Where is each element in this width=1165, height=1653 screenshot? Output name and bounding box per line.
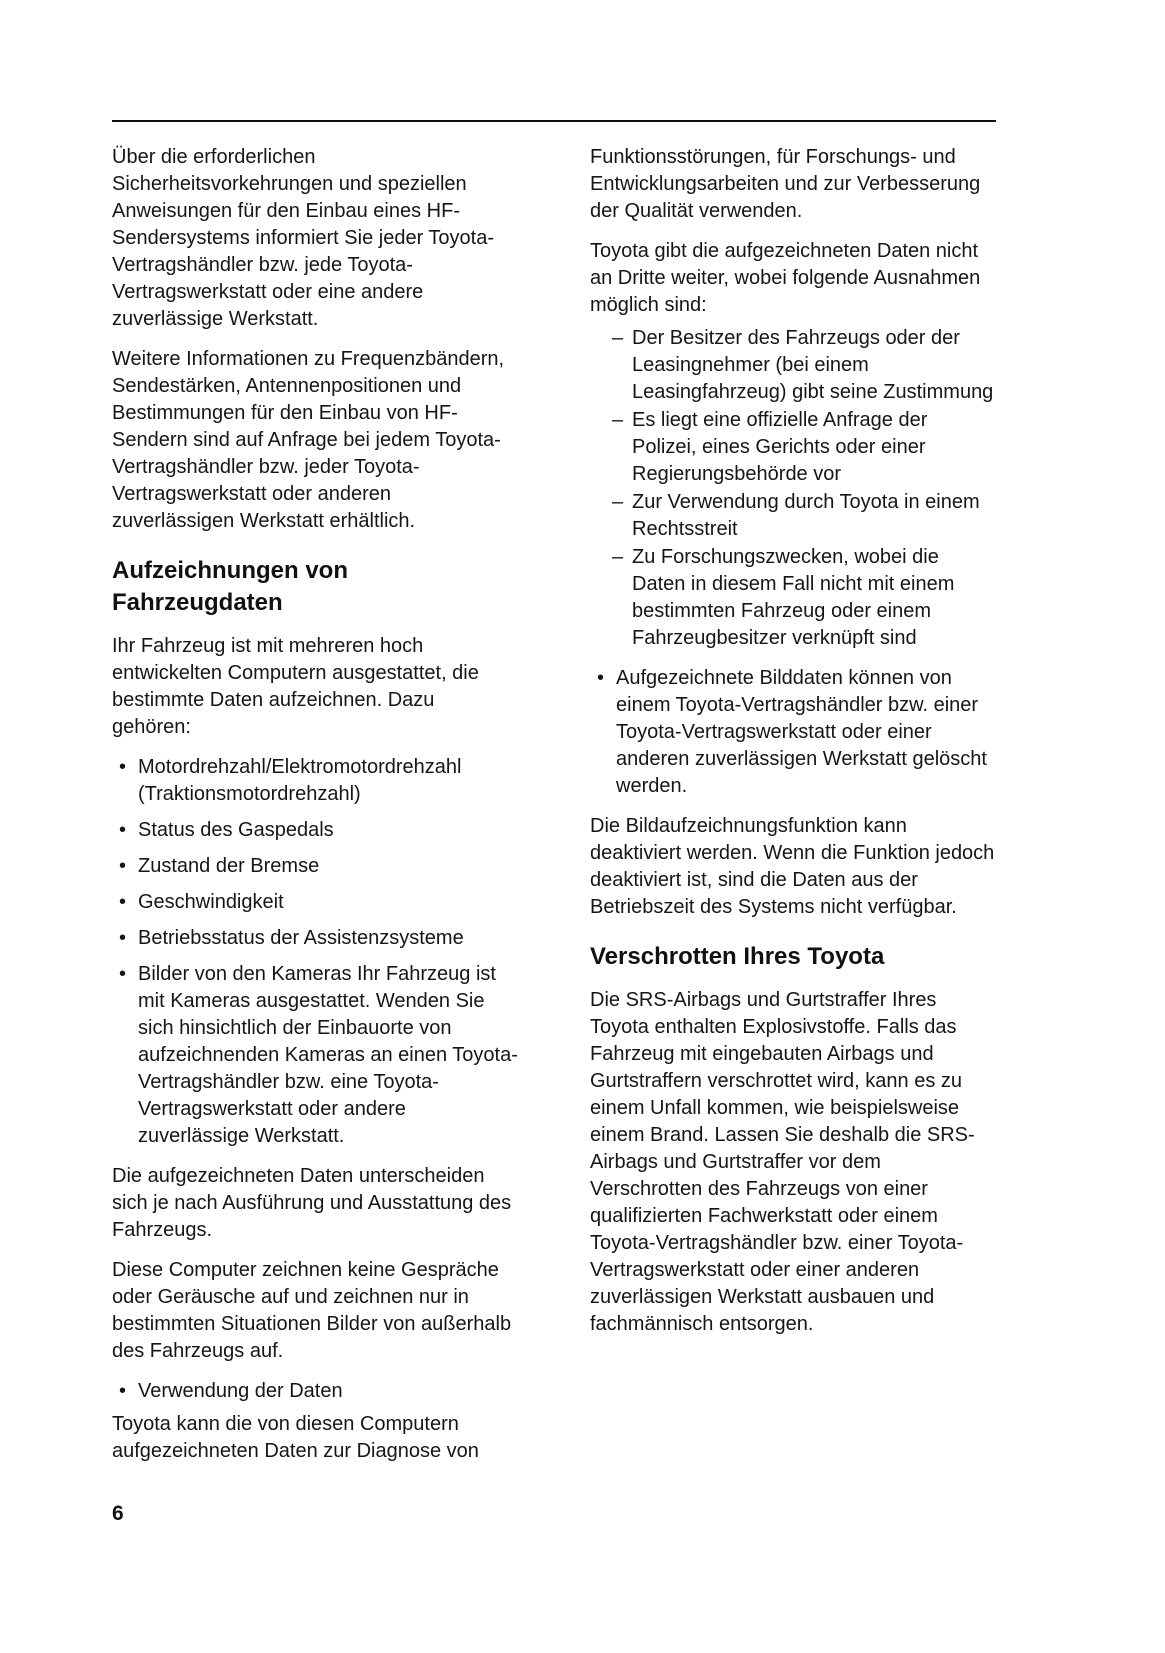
bullet-icon: •	[119, 963, 127, 985]
list-item	[112, 889, 518, 916]
recorded-data-list	[112, 754, 518, 1150]
top-rule	[112, 120, 996, 122]
left-column	[112, 144, 518, 1478]
bullet-icon: •	[119, 756, 127, 778]
list-item-text: Motordrehzahl/Elektromotordrehzahl (Traktionsmotordrehzahl)	[138, 756, 462, 805]
dash-icon: –	[612, 546, 624, 568]
list-item	[612, 489, 996, 543]
dash-icon: –	[612, 327, 624, 349]
paragraph-usage-continuation: Toyota kann die von diesen Computern aufgezeichneten Daten zur Diagnose von	[112, 1413, 479, 1462]
paragraph-frequency-info: Weitere Informationen zu Frequenzbändern, Sendestärken, Antennenpositionen und Bestimmungen für den Einbau von HF-Sendern sind auf Anfrage bei jedem Toyota-Vertragshändler bzw. jeder Toyota-Vertragswerkstatt oder anderen zuverlässigen Werkstatt erhältlich.	[112, 348, 505, 532]
dash-icon: –	[612, 409, 624, 431]
paragraph-computers-intro: Ihr Fahrzeug ist mit mehreren hoch entwickelten Computern ausgestattet, die bestimmte Daten aufzeichnen. Dazu gehören:	[112, 635, 479, 738]
dash-icon: –	[612, 491, 624, 513]
list-item	[612, 407, 996, 488]
bullet-icon: •	[597, 667, 605, 689]
bullet-icon: •	[119, 819, 127, 841]
page-number: 6	[112, 1502, 124, 1525]
image-data-list	[590, 665, 996, 800]
list-item-text: Aufgezeichnete Bilddaten können von einem Toyota-Vertragshändler bzw. einer Toyota-Vertragswerkstatt oder einer anderen zuverlässigen Werkstatt gelöscht werden.	[616, 667, 987, 797]
list-item	[112, 925, 518, 952]
list-item-text: Status des Gaspedals	[138, 819, 334, 841]
paragraph-no-conversations: Diese Computer zeichnen keine Gespräche oder Geräusche auf und zeichnen nur in bestimmten Situationen Bilder von außerhalb des Fahrzeugs auf.	[112, 1259, 512, 1362]
bullet-icon: •	[119, 855, 127, 877]
list-item-text: Der Besitzer des Fahrzeugs oder der Leasingnehmer (bei einem Leasingfahrzeug) gibt seine Zustimmung	[632, 327, 994, 403]
exceptions-list	[612, 325, 996, 652]
list-item	[112, 1378, 518, 1405]
list-item	[612, 325, 996, 406]
list-item-text: Zustand der Bremse	[138, 855, 320, 877]
list-item	[112, 754, 518, 808]
paragraph-data-differs: Die aufgezeichneten Daten unterscheiden sich je nach Ausführung und Ausstattung des Fahrzeugs.	[112, 1165, 512, 1241]
bullet-icon: •	[119, 927, 127, 949]
two-column-layout	[112, 144, 996, 1478]
section-heading-vehicle-data-recording: Aufzeichnungen von Fahrzeugdaten	[112, 557, 348, 616]
list-item-text: Verwendung der Daten	[138, 1380, 343, 1402]
bullet-icon: •	[119, 1380, 127, 1402]
list-item-text: Zur Verwendung durch Toyota in einem Rechtsstreit	[632, 491, 980, 540]
list-item-text: Geschwindigkeit	[138, 891, 284, 913]
list-item	[112, 961, 518, 1150]
list-item	[112, 817, 518, 844]
list-item	[590, 665, 996, 800]
paragraph-usage-continued: Funktionsstörungen, für Forschungs- und Entwicklungsarbeiten und zur Verbesserung der Qualität verwenden.	[590, 146, 981, 222]
list-item-text: Es liegt eine offizielle Anfrage der Polizei, eines Gerichts oder einer Regierungsbehörde vor	[632, 409, 928, 485]
paragraph-third-parties: Toyota gibt die aufgezeichneten Daten nicht an Dritte weiter, wobei folgende Ausnahmen möglich sind:	[590, 240, 981, 316]
list-item	[112, 853, 518, 880]
list-item-text: Betriebsstatus der Assistenzsysteme	[138, 927, 464, 949]
page-content	[112, 120, 996, 1478]
data-usage-list	[112, 1378, 518, 1405]
list-item-text: Zu Forschungszwecken, wobei die Daten in diesem Fall nicht mit einem bestimmten Fahrzeug oder einem Fahrzeugbesitzer verknüpft sind	[632, 546, 955, 649]
section-heading-scrapping-toyota: Verschrotten Ihres Toyota	[590, 943, 885, 970]
paragraph-image-recording-function: Die Bildaufzeichnungsfunktion kann deaktiviert werden. Wenn die Funktion jedoch deaktiviert ist, sind die Daten aus der Betriebszeit des Systems nicht verfügbar.	[590, 815, 995, 918]
paragraph-srs-airbags: Die SRS-Airbags und Gurtstraffer Ihres Toyota enthalten Explosivstoffe. Falls das Fahrzeug mit eingebauten Airbags und Gurtstraffern verschrottet wird, kann es zu einem Unfall kommen, wie beispielsweise einem Brand. Lassen Sie deshalb die SRS-Airbags und Gurtstraffer vor dem Verschrotten des Fahrzeugs von einer qualifizierten Fachwerkstatt oder einem Toyota-Vertragshändler bzw. einer Toyota-Vertragswerkstatt oder einer anderen zuverlässigen Werkstatt ausbauen und fachmännisch entsorgen.	[590, 989, 975, 1335]
paragraph-rf-installation: Über die erforderlichen Sicherheitsvorkehrungen und speziellen Anweisungen für den Einbau eines HF-Sendersystems informiert Sie jeder Toyota-Vertragshändler bzw. jede Toyota-Vertragswerkstatt oder eine andere zuverlässige Werkstatt.	[112, 146, 495, 330]
list-item-text: Bilder von den Kameras Ihr Fahrzeug ist mit Kameras ausgestattet. Wenden Sie sich hinsichtlich der Einbauorte von aufzeichnenden Kameras an einen Toyota-Vertragshändler bzw. eine Toyota-Vertragswerkstatt oder andere zuverlässige Werkstatt.	[138, 963, 518, 1147]
right-column	[590, 144, 996, 1351]
list-item	[612, 544, 996, 652]
bullet-icon: •	[119, 891, 127, 913]
